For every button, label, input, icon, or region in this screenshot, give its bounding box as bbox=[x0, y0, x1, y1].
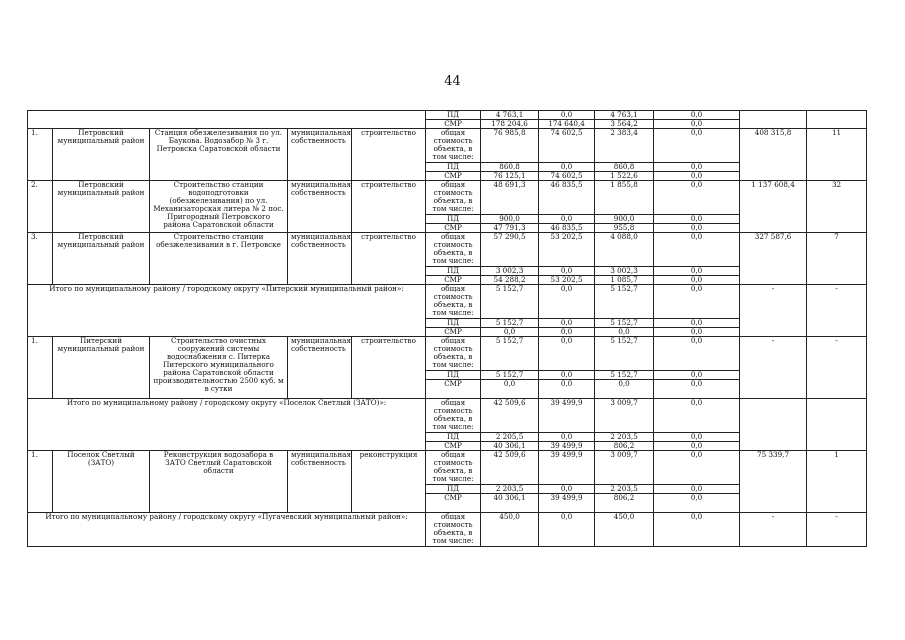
value-cell: 0,0 bbox=[481, 328, 539, 337]
value-cell: 2 203,5 bbox=[595, 433, 654, 442]
value-cell: 0,0 bbox=[654, 433, 740, 442]
row-number: 2. bbox=[28, 181, 53, 233]
row-label: общая стоимость объекта, в том числе: bbox=[426, 513, 481, 547]
value-cell: 3 009,7 bbox=[595, 399, 654, 433]
value-cell: 39 499,9 bbox=[539, 442, 595, 451]
object-name: Реконструкция водозабора в ЗАТО Светлый Саратовской области bbox=[150, 451, 288, 513]
district-cell: Питерский муниципальный район bbox=[53, 337, 150, 399]
row-label: ПД bbox=[426, 215, 481, 224]
object-name: Станция обезжелезивания по ул. Баукова. Водозабор № 3 г. Петровска Саратовской области bbox=[150, 129, 288, 181]
value-cell: 0,0 bbox=[595, 328, 654, 337]
value-cell: 76 985,8 bbox=[481, 129, 539, 163]
value-cell: 0,0 bbox=[595, 380, 654, 399]
value-cell: 4 763,1 bbox=[595, 111, 654, 120]
work-type: строительство bbox=[352, 181, 426, 233]
row-label: СМР bbox=[426, 120, 481, 129]
table-row bbox=[28, 451, 867, 485]
row-label: ПД bbox=[426, 371, 481, 380]
row-label: СМР bbox=[426, 442, 481, 451]
district-cell: Петровский муниципальный район bbox=[53, 181, 150, 233]
work-type: реконструкция bbox=[352, 451, 426, 513]
value-cell: 0,0 bbox=[654, 163, 740, 172]
value-cell: 806,2 bbox=[595, 442, 654, 451]
value-cell: 32 bbox=[807, 181, 867, 233]
row-label: ПД bbox=[426, 433, 481, 442]
ownership-cell: муниципальная собственность bbox=[288, 451, 352, 513]
value-cell: 4 763,1 bbox=[481, 111, 539, 120]
value-cell: 0,0 bbox=[654, 129, 740, 163]
row-label: общая стоимость объекта, в том числе: bbox=[426, 181, 481, 215]
value-cell: 408 315,8 bbox=[740, 129, 807, 181]
value-cell: 2 203,5 bbox=[595, 485, 654, 494]
value-cell: 0,0 bbox=[539, 485, 595, 494]
value-cell: 0,0 bbox=[539, 513, 595, 547]
value-cell: 75 339,7 bbox=[740, 451, 807, 513]
value-cell: 0,0 bbox=[539, 163, 595, 172]
row-label: общая стоимость объекта, в том числе: bbox=[426, 337, 481, 371]
value-cell: 74 602,5 bbox=[539, 172, 595, 181]
value-cell: - bbox=[807, 337, 867, 399]
value-cell: 0,0 bbox=[654, 451, 740, 485]
row-number: 3. bbox=[28, 233, 53, 285]
value-cell: 5 152,7 bbox=[595, 337, 654, 371]
row-label: общая стоимость объекта, в том числе: bbox=[426, 285, 481, 319]
value-cell: 3 564,2 bbox=[595, 120, 654, 129]
table-row bbox=[28, 513, 867, 547]
investment-table bbox=[27, 110, 867, 547]
value-cell: 5 152,7 bbox=[481, 285, 539, 319]
value-cell: 0,0 bbox=[654, 120, 740, 129]
row-label: ПД bbox=[426, 163, 481, 172]
work-type: строительство bbox=[352, 129, 426, 181]
value-cell: 0,0 bbox=[654, 494, 740, 513]
value-cell: 1 085,7 bbox=[595, 276, 654, 285]
value-cell: 3 002,3 bbox=[481, 267, 539, 276]
table-row bbox=[28, 181, 867, 215]
value-cell: 2 383,4 bbox=[595, 129, 654, 163]
value-cell: 955,8 bbox=[595, 224, 654, 233]
row-label: СМР bbox=[426, 224, 481, 233]
table-row bbox=[28, 111, 867, 120]
value-cell: 0,0 bbox=[654, 485, 740, 494]
value-cell: 0,0 bbox=[654, 267, 740, 276]
value-cell: 0,0 bbox=[539, 433, 595, 442]
value-cell: 42 509,6 bbox=[481, 399, 539, 433]
value-cell: 39 499,9 bbox=[539, 451, 595, 485]
ownership-cell: муниципальная собственность bbox=[288, 129, 352, 181]
value-cell: 53 202,5 bbox=[539, 233, 595, 267]
value-cell: 0,0 bbox=[654, 513, 740, 547]
value-cell: - bbox=[807, 285, 867, 337]
value-cell: 5 152,7 bbox=[595, 285, 654, 319]
object-name: Строительство очистных сооружений системы водоснабжения с. Питерка Питерского муниципального района Саратовской области производительностью 2500 куб. м в сутки bbox=[150, 337, 288, 399]
value-cell: 0,0 bbox=[539, 215, 595, 224]
value-cell: 1 137 608,4 bbox=[740, 181, 807, 233]
value-cell: 0,0 bbox=[654, 442, 740, 451]
value-cell: 450,0 bbox=[481, 513, 539, 547]
value-cell: 0,0 bbox=[654, 371, 740, 380]
value-cell: 0,0 bbox=[481, 380, 539, 399]
row-label: общая стоимость объекта, в том числе: bbox=[426, 233, 481, 267]
value-cell: 74 602,5 bbox=[539, 129, 595, 163]
value-cell: 40 306,1 bbox=[481, 442, 539, 451]
value-cell: 1 bbox=[807, 451, 867, 513]
value-cell: 5 152,7 bbox=[481, 337, 539, 371]
value-cell: 0,0 bbox=[654, 181, 740, 215]
row-label: СМР bbox=[426, 494, 481, 513]
work-type: строительство bbox=[352, 337, 426, 399]
row-number: 1. bbox=[28, 337, 53, 399]
row-label: общая стоимость объекта, в том числе: bbox=[426, 399, 481, 433]
value-cell: 7 bbox=[807, 233, 867, 285]
value-cell: 0,0 bbox=[654, 215, 740, 224]
value-cell: 42 509,6 bbox=[481, 451, 539, 485]
row-number: 1. bbox=[28, 451, 53, 513]
value-cell: 5 152,7 bbox=[481, 319, 539, 328]
value-cell: 0,0 bbox=[654, 233, 740, 267]
value-cell: 0,0 bbox=[654, 224, 740, 233]
value-cell: 48 691,3 bbox=[481, 181, 539, 215]
value-cell: 0,0 bbox=[654, 380, 740, 399]
value-cell: - bbox=[740, 513, 807, 547]
value-cell: 11 bbox=[807, 129, 867, 181]
value-cell: 3 009,7 bbox=[595, 451, 654, 485]
value-cell: 178 204,6 bbox=[481, 120, 539, 129]
value-cell: 0,0 bbox=[539, 319, 595, 328]
table-row bbox=[28, 337, 867, 371]
value-cell: 46 835,5 bbox=[539, 224, 595, 233]
value-cell: 174 640,4 bbox=[539, 120, 595, 129]
value-cell: 0,0 bbox=[539, 380, 595, 399]
value-cell: 2 203,5 bbox=[481, 485, 539, 494]
ownership-cell: муниципальная собственность bbox=[288, 233, 352, 285]
value-cell: 1 855,8 bbox=[595, 181, 654, 215]
value-cell: 806,2 bbox=[595, 494, 654, 513]
value-cell: 860,8 bbox=[481, 163, 539, 172]
row-label: ПД bbox=[426, 485, 481, 494]
value-cell: 0,0 bbox=[654, 285, 740, 319]
value-cell: 0,0 bbox=[539, 337, 595, 371]
value-cell: 5 152,7 bbox=[481, 371, 539, 380]
subtotal-title: Итого по муниципальному району / городскому округу «Питерский муниципальный район»: bbox=[28, 285, 426, 337]
value-cell: 0,0 bbox=[539, 267, 595, 276]
value-cell: 0,0 bbox=[539, 328, 595, 337]
value-cell: 4 088,0 bbox=[595, 233, 654, 267]
value-cell bbox=[740, 399, 807, 451]
table-row bbox=[28, 129, 867, 163]
value-cell: 0,0 bbox=[654, 172, 740, 181]
value-cell: 0,0 bbox=[654, 276, 740, 285]
row-label: ПД bbox=[426, 319, 481, 328]
value-cell: - bbox=[740, 337, 807, 399]
row-label: общая стоимость объекта, в том числе: bbox=[426, 451, 481, 485]
district-cell: Петровский муниципальный район bbox=[53, 233, 150, 285]
value-cell: 0,0 bbox=[539, 371, 595, 380]
value-cell: 327 587,6 bbox=[740, 233, 807, 285]
object-name: Строительство станции обезжелезивания в г. Петровске bbox=[150, 233, 288, 285]
value-cell: 1 522,6 bbox=[595, 172, 654, 181]
page-number: 44 bbox=[444, 74, 461, 89]
row-label: ПД bbox=[426, 267, 481, 276]
value-cell: - bbox=[807, 513, 867, 547]
value-cell: 0,0 bbox=[654, 337, 740, 371]
value-cell: - bbox=[740, 285, 807, 337]
value-cell: 860,8 bbox=[595, 163, 654, 172]
value-cell: 76 125,1 bbox=[481, 172, 539, 181]
value-cell: 54 288,2 bbox=[481, 276, 539, 285]
ownership-cell: муниципальная собственность bbox=[288, 337, 352, 399]
subtotal-title: Итого по муниципальному району / городскому округу «Поселок Светлый (ЗАТО)»: bbox=[28, 399, 426, 451]
value-cell: 2 205,5 bbox=[481, 433, 539, 442]
object-name: Строительство станции водоподготовки (обезжелезивания) по ул. Механизаторская литера № 2 пос. Пригородный Петровского района Саратовской области bbox=[150, 181, 288, 233]
row-number: 1. bbox=[28, 129, 53, 181]
work-type: строительство bbox=[352, 233, 426, 285]
value-cell: 39 499,9 bbox=[539, 494, 595, 513]
table-row bbox=[28, 233, 867, 267]
row-label: ПД bbox=[426, 111, 481, 120]
value-cell: 39 499,9 bbox=[539, 399, 595, 433]
value-cell: 0,0 bbox=[654, 319, 740, 328]
value-cell: 0,0 bbox=[539, 111, 595, 120]
row-label: СМР bbox=[426, 172, 481, 181]
value-cell: 57 290,5 bbox=[481, 233, 539, 267]
table-row bbox=[28, 399, 867, 433]
value-cell: 46 835,5 bbox=[539, 181, 595, 215]
value-cell: 53 202,5 bbox=[539, 276, 595, 285]
ownership-cell: муниципальная собственность bbox=[288, 181, 352, 233]
row-label: общая стоимость объекта, в том числе: bbox=[426, 129, 481, 163]
value-cell: 450,0 bbox=[595, 513, 654, 547]
value-cell: 3 002,3 bbox=[595, 267, 654, 276]
value-cell: 5 152,7 bbox=[595, 319, 654, 328]
value-cell: 0,0 bbox=[654, 399, 740, 433]
value-cell: 0,0 bbox=[654, 111, 740, 120]
district-cell: Поселок Светлый (ЗАТО) bbox=[53, 451, 150, 513]
value-cell: 900,0 bbox=[481, 215, 539, 224]
value-cell: 40 306,1 bbox=[481, 494, 539, 513]
row-label: СМР bbox=[426, 328, 481, 337]
value-cell: 900,0 bbox=[595, 215, 654, 224]
subtotal-title: Итого по муниципальному району / городскому округу «Пугачевский муниципальный район»: bbox=[28, 513, 426, 547]
value-cell: 5 152,7 bbox=[595, 371, 654, 380]
value-cell: 47 791,3 bbox=[481, 224, 539, 233]
table-row bbox=[28, 285, 867, 319]
row-label: СМР bbox=[426, 380, 481, 399]
row-label: СМР bbox=[426, 276, 481, 285]
district-cell: Петровский муниципальный район bbox=[53, 129, 150, 181]
value-cell: 0,0 bbox=[539, 285, 595, 319]
value-cell bbox=[807, 399, 867, 451]
value-cell: 0,0 bbox=[654, 328, 740, 337]
